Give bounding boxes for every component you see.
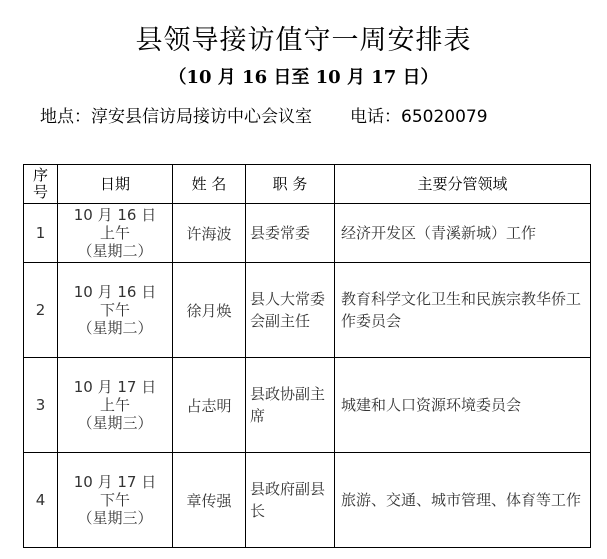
cell-area: 旅游、交通、城市管理、体育等工作 bbox=[335, 453, 591, 548]
header-position: 职 务 bbox=[246, 165, 335, 204]
cell-date bbox=[58, 263, 173, 358]
table-row bbox=[24, 453, 591, 548]
cell-date bbox=[58, 358, 173, 453]
cell-seq: 2 bbox=[24, 263, 58, 358]
header-name: 姓 名 bbox=[173, 165, 246, 204]
date-range-subtitle: （10 月 16 日至 10 月 17 日） bbox=[168, 67, 439, 88]
table-row bbox=[24, 263, 591, 358]
header-seq-line1: 序 bbox=[32, 166, 48, 184]
header-date: 日期 bbox=[58, 165, 173, 204]
header-area: 主要分管领域 bbox=[335, 165, 591, 204]
date-line: （星期三） bbox=[77, 414, 153, 432]
cell-date bbox=[58, 453, 173, 548]
cell-area: 城建和人口资源环境委员会 bbox=[335, 358, 591, 453]
cell-seq: 1 bbox=[24, 204, 58, 263]
date-line: （星期三） bbox=[77, 509, 153, 527]
info-line bbox=[40, 102, 488, 127]
date-line: 10 月 17 日 bbox=[73, 378, 157, 396]
cell-name: 占志明 bbox=[173, 358, 246, 453]
cell-seq: 4 bbox=[24, 453, 58, 548]
table-row bbox=[24, 204, 591, 263]
date-line: 10 月 16 日 bbox=[73, 206, 157, 224]
page-title: 县领导接访值守一周安排表 bbox=[135, 25, 472, 56]
date-line: 上午 bbox=[99, 224, 130, 242]
cell-position: 县委常委 bbox=[246, 204, 335, 263]
cell-position: 县政府副县长 bbox=[246, 453, 335, 548]
schedule-table bbox=[23, 164, 591, 548]
header-seq-line2: 号 bbox=[32, 183, 48, 201]
cell-name: 徐月焕 bbox=[173, 263, 246, 358]
table-header-row bbox=[24, 165, 591, 204]
cell-name: 章传强 bbox=[173, 453, 246, 548]
date-line: （星期二） bbox=[77, 242, 153, 260]
cell-name: 许海波 bbox=[173, 204, 246, 263]
cell-date bbox=[58, 204, 173, 263]
phone-text: 电话：65020079 bbox=[350, 107, 488, 127]
date-line: 上午 bbox=[99, 396, 130, 414]
cell-area: 经济开发区（青溪新城）工作 bbox=[335, 204, 591, 263]
header-seq bbox=[24, 165, 58, 204]
date-line: （星期二） bbox=[77, 319, 153, 337]
cell-position: 县政协副主席 bbox=[246, 358, 335, 453]
cell-seq: 3 bbox=[24, 358, 58, 453]
location-text: 地点：淳安县信访局接访中心会议室 bbox=[40, 107, 312, 127]
date-line: 10 月 16 日 bbox=[73, 283, 157, 301]
cell-area: 教育科学文化卫生和民族宗教华侨工作委员会 bbox=[335, 263, 591, 358]
table-row bbox=[24, 358, 591, 453]
date-line: 10 月 17 日 bbox=[73, 473, 157, 491]
date-line: 下午 bbox=[99, 301, 130, 319]
date-line: 下午 bbox=[99, 491, 130, 509]
cell-position: 县人大常委会副主任 bbox=[246, 263, 335, 358]
